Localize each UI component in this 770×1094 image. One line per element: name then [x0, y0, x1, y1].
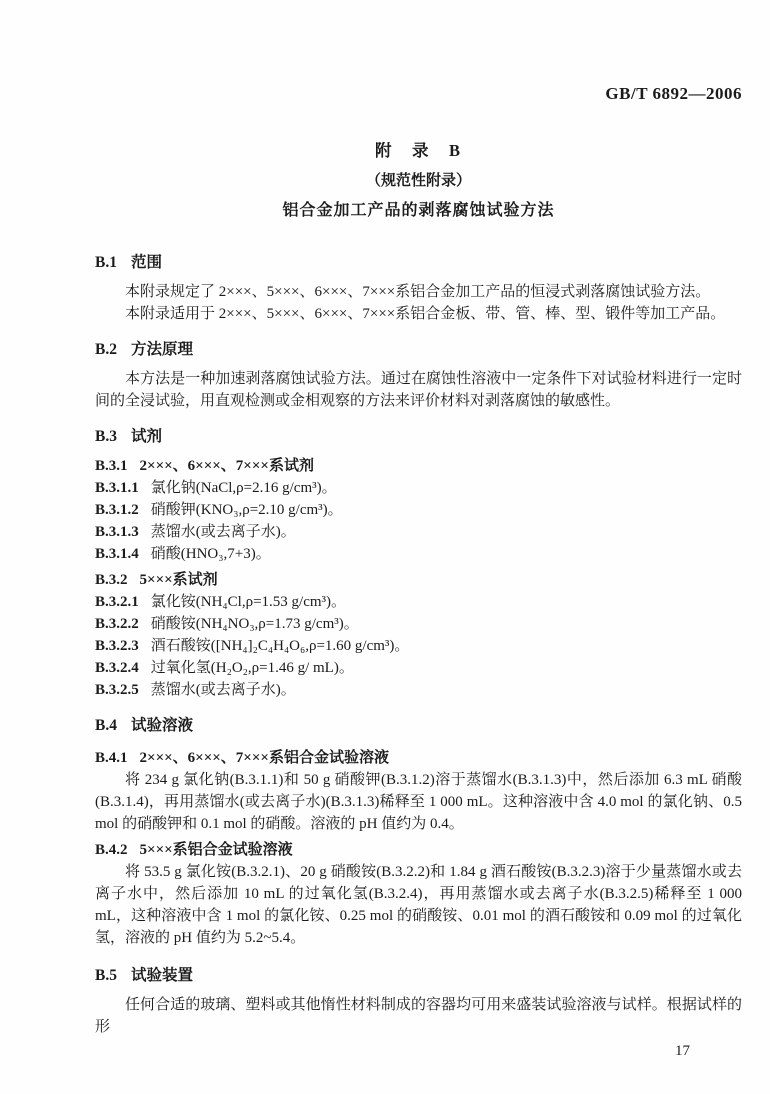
reagent-item — [95, 657, 742, 679]
item-number: B.3.1.2 — [95, 502, 139, 518]
subsection-b42-heading — [95, 839, 742, 861]
reagent-item — [95, 477, 742, 499]
section-b2-heading — [95, 339, 742, 361]
subsection-b41-heading — [95, 747, 742, 769]
appendix-title: 铝合金加工产品的剥落腐蚀试验方法 — [282, 202, 555, 219]
clause-title: 试验装置 — [130, 967, 193, 984]
item-number: B.3.2.4 — [95, 660, 139, 676]
subsection-b31-heading — [95, 455, 742, 477]
item-text: 酒石酸铵([NH₄]₂C₄H₄O₆,ρ=1.60 g/cm³)。 — [150, 638, 410, 654]
item-text: 蒸馏水(或去离子水)。 — [150, 682, 296, 698]
clause-title: 试剂 — [130, 428, 162, 445]
clause-title: 2×××、6×××、7×××系铝合金试验溶液 — [139, 750, 389, 766]
clause-number: B.3.2 — [95, 572, 128, 588]
standard-code: GB/T 6892—2006 — [605, 84, 742, 103]
paragraph-b1-1: 本附录规定了 2×××、5×××、6×××、7×××系铝合金加工产品的恒浸式剥落腐蚀试验方法。 — [125, 284, 711, 300]
clause-title: 方法原理 — [130, 341, 193, 358]
item-number: B.3.2.1 — [95, 594, 139, 610]
clause-title: 范围 — [130, 254, 162, 271]
item-number: B.3.1.4 — [95, 546, 139, 562]
clause-number: B.4.2 — [95, 842, 128, 858]
item-number: B.3.1.1 — [95, 480, 139, 496]
paragraph-b5-1: 任何合适的玻璃、塑料或其他惰性材料制成的容器均可用来盛装试验溶液与试样。根据试样的形 — [95, 997, 742, 1035]
item-text: 硝酸钾(KNO₃,ρ=2.10 g/cm³)。 — [150, 502, 343, 518]
item-text: 硝酸铵(NH₄NO₃,ρ=1.73 g/cm³)。 — [150, 616, 359, 632]
reagent-item — [95, 613, 742, 635]
item-number: B.3.1.3 — [95, 524, 139, 540]
clause-number: B.4 — [95, 717, 117, 734]
paragraph-b2-1: 本方法是一种加速剥落腐蚀试验方法。通过在腐蚀性溶液中一定条件下对试验材料进行一定时间的全浸试验，用直观检测或金相观察的方法来评价材料对剥落腐蚀的敏感性。 — [95, 371, 742, 409]
section-b1-heading — [95, 252, 742, 274]
item-text: 硝酸(HNO₃,7+3)。 — [150, 546, 271, 562]
item-number: B.3.2.3 — [95, 638, 139, 654]
appendix-title-block — [95, 140, 742, 222]
clause-title: 5×××系铝合金试验溶液 — [139, 842, 293, 858]
subsection-b32-heading — [95, 569, 742, 591]
clause-number: B.3 — [95, 428, 117, 445]
clause-number: B.3.1 — [95, 458, 128, 474]
paragraph-b42: 将 53.5 g 氯化铵(B.3.2.1)、20 g 硝酸铵(B.3.2.2)和 1.84 g 酒石酸铵(B.3.2.3)溶于少量蒸馏水或去离子水中，然后添加 10 mL 的过氧化氢(B.3.2.4)，再用蒸馏水或去离子水(B.3.2.5)稀释至 1 000 mL，这种溶液中含 1 mol 的氯化铵、0.25 mol 的硝酸铵、0.01 mol 的酒石酸铵和 0.09 mol 的过氧化氢，溶液的 pH 值约为 5.2~5.4。 — [95, 864, 742, 946]
appendix-type-note: （规范性附录） — [365, 173, 471, 189]
reagent-item — [95, 521, 742, 543]
clause-number: B.2 — [95, 341, 117, 358]
item-text: 氯化钠(NaCl,ρ=2.16 g/cm³)。 — [150, 480, 337, 496]
item-text: 氯化铵(NH₄Cl,ρ=1.53 g/cm³)。 — [150, 594, 347, 610]
item-number: B.3.2.5 — [95, 682, 139, 698]
reagent-item — [95, 499, 742, 521]
clause-number: B.1 — [95, 254, 117, 271]
clause-number: B.5 — [95, 967, 117, 984]
page-number: 17 — [675, 1043, 690, 1059]
paragraph-b41: 将 234 g 氯化钠(B.3.1.1)和 50 g 硝酸钾(B.3.1.2)溶于蒸馏水(B.3.1.3)中，然后添加 6.3 mL 硝酸(B.3.1.4)，再用蒸馏水(或去离子水)(B.3.1.3)稀释至 1 000 mL。这种溶液中含 4.0 mol 的氯化钠、0.5 mol 的硝酸钾和 0.1 mol 的硝酸。溶液的 pH 值约为 0.4。 — [95, 772, 742, 832]
reagent-item — [95, 543, 742, 565]
section-b5-heading — [95, 965, 742, 987]
reagent-item — [95, 679, 742, 701]
clause-title: 试验溶液 — [130, 717, 193, 734]
section-b4-heading — [95, 715, 742, 737]
reagent-item — [95, 635, 742, 657]
appendix-label: 附 录 B — [374, 141, 462, 160]
paragraph-b1-2: 本附录适用于 2×××、5×××、6×××、7×××系铝合金板、带、管、棒、型、锻件等加工产品。 — [125, 306, 726, 322]
clause-title: 2×××、6×××、7×××系试剂 — [139, 458, 314, 474]
clause-title: 5×××系试剂 — [139, 572, 218, 588]
item-text: 过氧化氢(H₂O₂,ρ=1.46 g/ mL)。 — [150, 660, 354, 676]
clause-number: B.4.1 — [95, 750, 128, 766]
item-number: B.3.2.2 — [95, 616, 139, 632]
reagent-item — [95, 591, 742, 613]
item-text: 蒸馏水(或去离子水)。 — [150, 524, 296, 540]
section-b3-heading — [95, 426, 742, 448]
